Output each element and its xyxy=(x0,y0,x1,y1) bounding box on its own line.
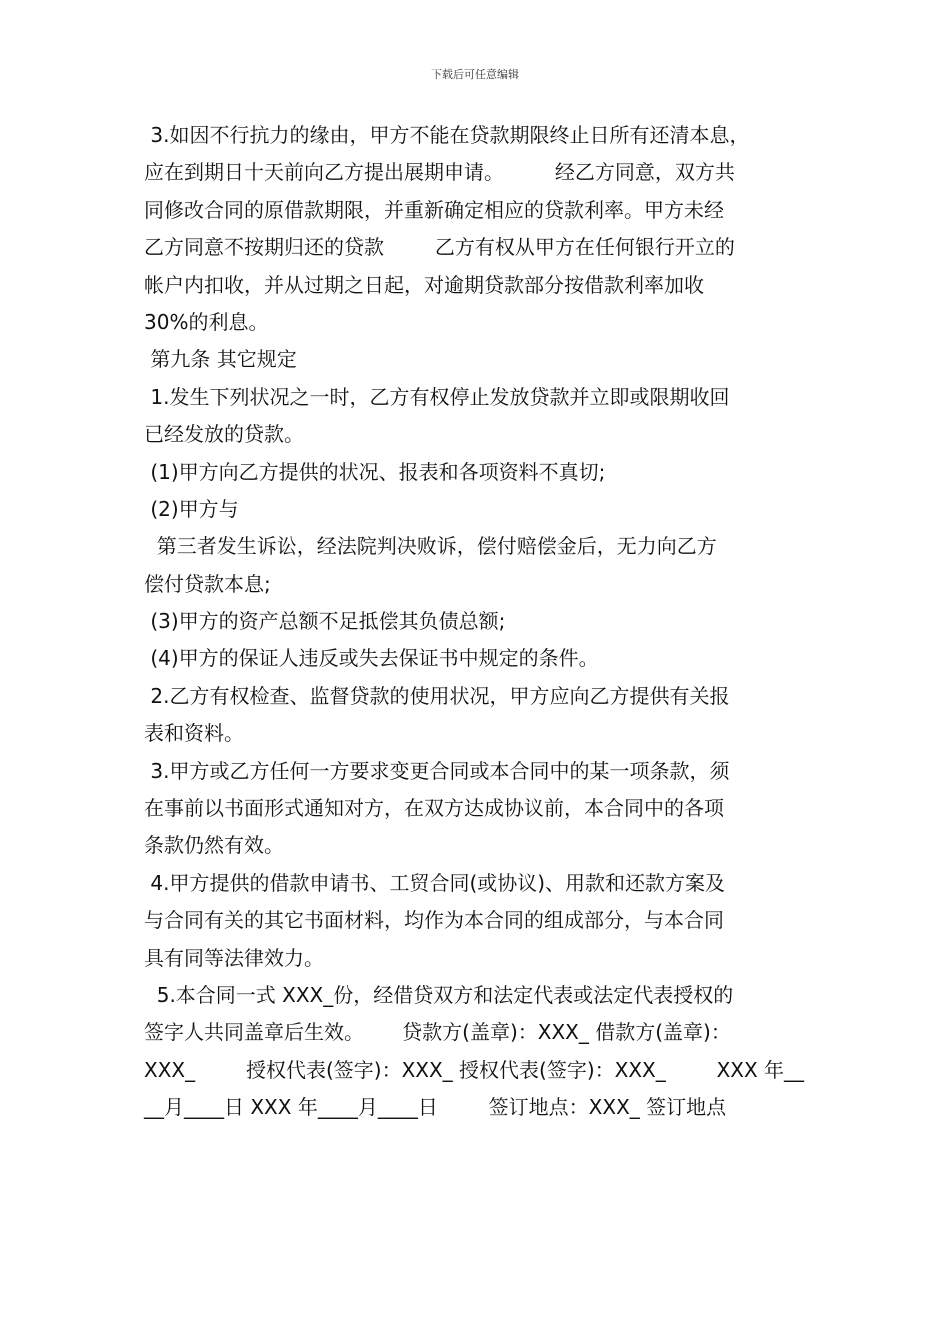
text-line: 同修改合同的原借款期限，并重新确定相应的贷款利率。甲方未经 xyxy=(144,197,724,222)
text-line: XXX_ 授权代表(签字)：XXX_ 授权代表(签字)：XXX_ XXX 年__ xyxy=(144,1057,805,1082)
text-line: (4)甲方的保证人违反或失去保证书中规定的条件。 xyxy=(144,646,599,671)
text-line: 偿付贷款本息; xyxy=(144,571,271,596)
text-line: 条款仍然有效。 xyxy=(144,833,284,858)
text-line: 与合同有关的其它书面材料，均作为本合同的组成部分，与本合同 xyxy=(144,908,724,933)
text-line: (1)甲方向乙方提供的状况、报表和各项资料不真切; xyxy=(144,459,606,484)
text-line: 30%的利息。 xyxy=(144,309,269,334)
text-line: 3.甲方或乙方任何一方要求变更合同或本合同中的某一项条款，须 xyxy=(144,758,730,783)
text-line: 2.乙方有权检查、监督贷款的使用状况，甲方应向乙方提供有关报 xyxy=(144,683,730,708)
text-line: 表和资料。 xyxy=(144,721,244,746)
text-line: 乙方同意不按期归还的贷款 乙方有权从甲方在任何银行开立的 xyxy=(144,235,735,260)
text-line: 4.甲方提供的借款申请书、工贸合同(或协议)、用款和还款方案及 xyxy=(144,870,726,895)
text-line: (2)甲方与 xyxy=(144,496,239,521)
text-line: 1.发生下列状况之一时，乙方有权停止发放贷款并立即或限期收回 xyxy=(144,384,730,409)
section-heading: 第九条 其它规定 xyxy=(144,347,297,372)
text-line: (3)甲方的资产总额不足抵偿其负债总额; xyxy=(144,609,506,634)
document-body xyxy=(144,117,812,1127)
text-line: 已经发放的贷款。 xyxy=(144,422,304,447)
text-line: 帐户内扣收，并从过期之日起，对逾期贷款部分按借款利率加收 xyxy=(144,272,704,297)
text-line: 5.本合同一式 XXX_份，经借贷双方和法定代表或法定代表授权的 xyxy=(144,982,734,1007)
text-line: 具有同等法律效力。 xyxy=(144,945,324,970)
text-line: 应在到期日十天前向乙方提出展期申请。 经乙方同意，双方共 xyxy=(144,160,735,185)
text-line: 第三者发生诉讼，经法院判决败诉，偿付赔偿金后，无力向乙方 xyxy=(144,534,717,559)
page-header: 下载后可任意编辑 xyxy=(431,68,519,81)
text-line: 在事前以书面形式通知对方，在双方达成协议前，本合同中的各项 xyxy=(144,796,724,821)
text-line: 签字人共同盖章后生效。 贷款方(盖章)：XXX_ 借款方(盖章)： xyxy=(144,1020,731,1045)
text-line: __月____日 XXX 年____月____日 签订地点：XXX_ 签订地点 xyxy=(144,1095,727,1120)
text-line: 3.如因不行抗力的缘由，甲方不能在贷款期限终止日所有还清本息， xyxy=(144,123,750,147)
